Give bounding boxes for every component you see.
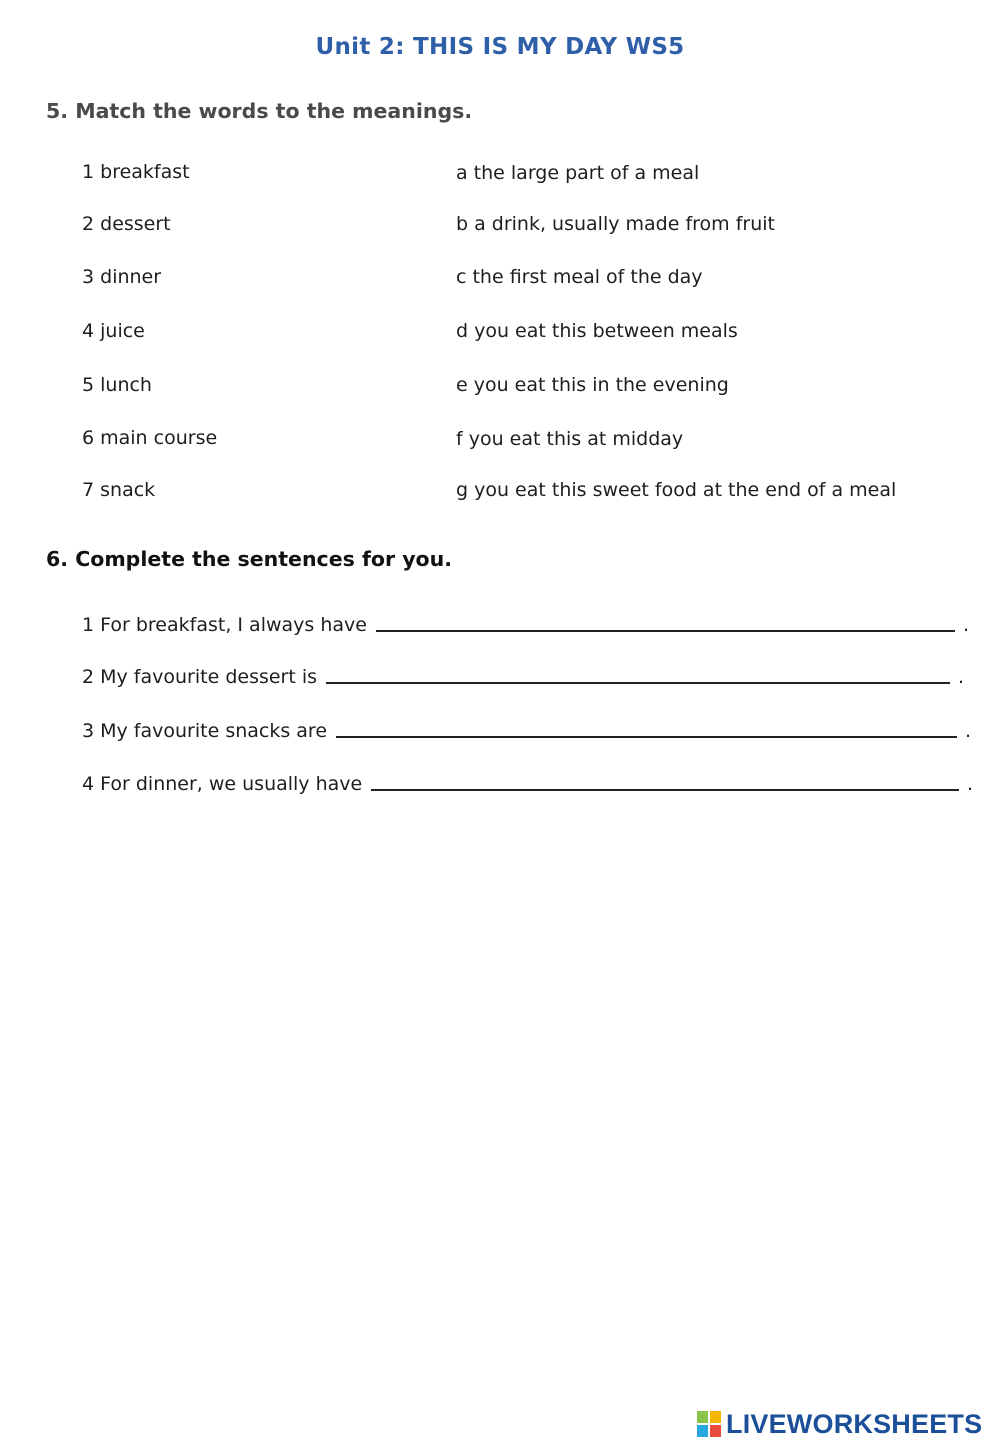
liveworksheets-logo[interactable] [697,1408,982,1440]
sentence-end-4: . [966,773,973,795]
match-meaning-e[interactable]: e you eat this in the evening [456,374,729,396]
logo-text: LIVEWORKSHEETS [726,1408,983,1439]
sentence-stem-2: 2 My favourite dessert is [82,666,318,688]
sentence-end-3: . [964,720,971,742]
match-meaning-b[interactable]: b a drink, usually made from fruit [456,213,775,235]
match-word-5[interactable]: 5 lunch [82,374,152,396]
worksheet-title: Unit 2: THIS IS MY DAY WS5 [315,34,685,60]
exercise-5-heading: 5. Match the words to the meanings. [46,99,473,123]
sentence-row-3 [82,716,979,742]
answer-blank-1[interactable] [376,612,955,632]
match-word-7[interactable]: 7 snack [82,479,156,501]
match-meaning-c[interactable]: c the first meal of the day [456,266,703,288]
sentence-stem-3: 3 My favourite snacks are [82,720,328,742]
exercise-6-heading: 6. Complete the sentences for you. [46,547,453,571]
match-word-1[interactable]: 1 breakfast [82,161,190,183]
match-meaning-d[interactable]: d you eat this between meals [456,320,738,342]
match-meaning-g[interactable]: g you eat this sweet food at the end of a meal [456,479,897,501]
sentence-end-2: . [957,666,964,688]
answer-blank-2[interactable] [326,664,950,684]
match-word-4[interactable]: 4 juice [82,320,145,342]
match-word-6[interactable]: 6 main course [82,427,218,449]
sentence-stem-1: 1 For breakfast, I always have [82,614,367,636]
liveworksheets-logo-icon [697,1410,723,1438]
answer-blank-4[interactable] [371,771,959,791]
match-meaning-a[interactable]: a the large part of a meal [456,162,700,184]
sentence-row-4 [82,769,981,795]
match-meaning-f[interactable]: f you eat this at midday [456,428,684,450]
match-word-3[interactable]: 3 dinner [82,266,162,288]
sentence-row-2 [82,662,972,688]
sentence-end-1: . [962,614,969,636]
sentence-row-1 [82,610,977,636]
sentence-stem-4: 4 For dinner, we usually have [82,773,363,795]
match-word-2[interactable]: 2 dessert [82,213,171,235]
answer-blank-3[interactable] [336,718,957,738]
